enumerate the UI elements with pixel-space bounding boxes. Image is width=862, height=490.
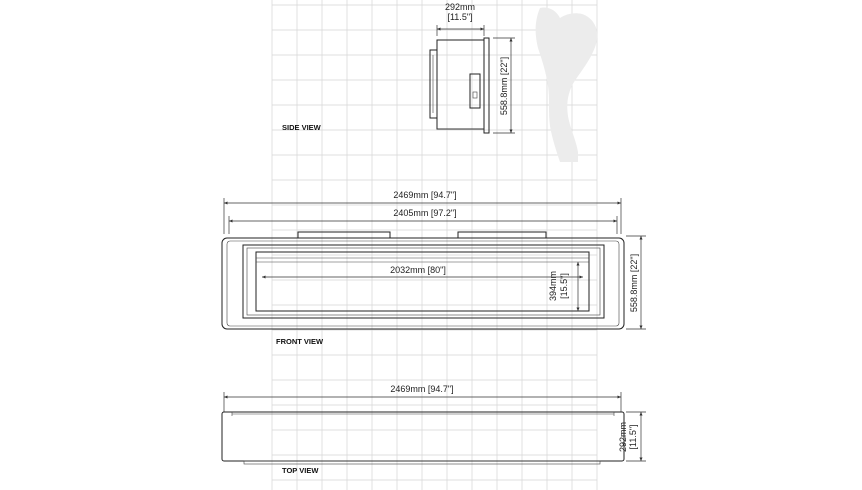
side-view-title: SIDE VIEW: [282, 123, 321, 132]
front-view-title: FRONT VIEW: [276, 337, 324, 346]
side-depth-mm: 292mm: [444, 2, 476, 12]
top-depth-mm: 292mm: [618, 421, 628, 453]
front-top-bracket-right: [458, 232, 546, 238]
top-view-title: TOP VIEW: [282, 466, 319, 475]
front-viewing-area: [256, 252, 589, 311]
front-overall-width: 2469mm [94.7"]: [393, 190, 457, 200]
front-viewing-height-in: [15.5"]: [559, 273, 569, 299]
front-top-bracket-left: [298, 232, 390, 238]
side-depth-in: [11.5"]: [447, 12, 473, 22]
side-view: [282, 2, 515, 133]
top-view: [222, 384, 646, 475]
front-view: [222, 190, 646, 346]
front-overall-height: 558.8mm [22"]: [629, 253, 639, 313]
front-viewing-height-mm: 394mm: [548, 270, 558, 302]
side-mount-bracket: [430, 50, 437, 118]
side-front-trim: [484, 38, 489, 133]
side-body: [437, 40, 484, 129]
top-body: [222, 412, 624, 461]
front-frame-width: 2405mm [97.2"]: [393, 208, 457, 218]
side-control-box: [470, 74, 480, 108]
side-height: 558.8mm [22"]: [499, 56, 509, 116]
person-silhouette: [536, 7, 598, 162]
front-viewing-width: 2032mm [80"]: [390, 265, 446, 275]
top-depth-in: [11.5"]: [628, 424, 638, 450]
top-overall-width: 2469mm [94.7"]: [390, 384, 454, 394]
